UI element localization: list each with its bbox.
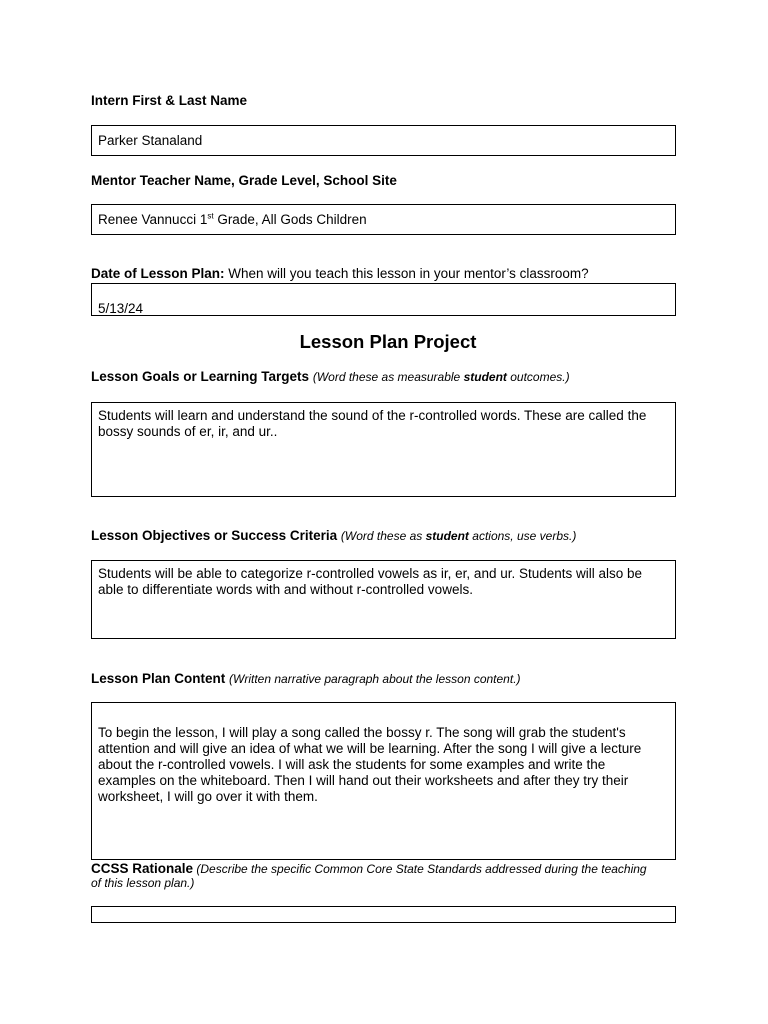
content-line-2: attention and will give an idea of what we will be learning. After the song I will give a lecture: [98, 741, 642, 756]
goals-field[interactable]: [91, 402, 676, 497]
page-title: Lesson Plan Project: [299, 331, 477, 352]
goals-note-after: outcomes.): [506, 370, 570, 384]
intern-name-value: Parker Stanaland: [98, 132, 203, 148]
goals-line-2: bossy sounds of er, ir, and ur..: [98, 424, 278, 439]
objectives-line-2: able to differentiate words with and without r-controlled vowels.: [98, 582, 473, 597]
mentor-label: Mentor Teacher Name, Grade Level, School Site: [91, 173, 397, 188]
ccss-field[interactable]: [91, 906, 676, 923]
objectives-heading: Lesson Objectives or Success Criteria: [91, 528, 338, 543]
goals-label: [91, 369, 570, 384]
ccss-label-line-1: [91, 862, 681, 876]
mentor-value-ordinal: st: [207, 211, 214, 220]
date-value: 5/13/24: [98, 301, 144, 316]
mentor-value-rest: Grade, All Gods Children: [213, 211, 367, 227]
content-note: (Written narrative paragraph about the lesson content.): [229, 672, 521, 686]
ccss-note-2: of this lesson plan.): [91, 876, 195, 890]
intern-name-label: Intern First & Last Name: [91, 93, 248, 108]
objectives-note: [341, 529, 576, 543]
objectives-note-bold: student: [425, 529, 469, 543]
ccss-note-1: (Describe the specific Common Core State Standards addressed during the teaching: [193, 862, 647, 876]
content-line-5: worksheet, I will go over it with them.: [98, 789, 318, 804]
content-label: [91, 671, 521, 686]
objectives-label: [91, 528, 576, 543]
date-label-heading: Date of Lesson Plan:: [91, 266, 225, 281]
content-line-3: about the r-controlled vowels. I will ask the students for some examples and write the: [98, 757, 606, 772]
content-line-4: examples on the whiteboard. Then I will hand out their worksheets and after they try their: [98, 773, 629, 788]
mentor-value: [98, 212, 367, 228]
objectives-field[interactable]: [91, 560, 676, 639]
mentor-field[interactable]: [91, 204, 676, 235]
intern-name-field[interactable]: [91, 125, 676, 156]
ccss-label: [91, 862, 681, 890]
objectives-note-after: actions, use verbs.): [468, 529, 577, 543]
content-heading: Lesson Plan Content: [91, 671, 226, 686]
goals-note: [313, 370, 570, 384]
objectives-note-before: (Word these as: [340, 529, 426, 543]
date-label: [91, 266, 589, 281]
ccss-heading: CCSS Rationale: [91, 861, 194, 876]
goals-line-1: Students will learn and understand the sound of the r-controlled words. These are called the: [98, 408, 647, 423]
date-question: When will you teach this lesson in your mentor’s classroom?: [224, 266, 589, 281]
objectives-line-1: Students will be able to categorize r-controlled vowels as ir, er, and ur. Students will also be: [98, 566, 643, 581]
goals-heading: Lesson Goals or Learning Targets: [91, 369, 310, 384]
goals-note-before: (Word these as measurable: [312, 370, 464, 384]
content-field[interactable]: [91, 702, 676, 860]
date-field[interactable]: [91, 283, 676, 316]
content-line-1: To begin the lesson, I will play a song called the bossy r. The song will grab the student's: [98, 725, 626, 740]
goals-note-bold: student: [463, 370, 507, 384]
mentor-value-name: Renee Vannucci 1: [98, 211, 208, 227]
